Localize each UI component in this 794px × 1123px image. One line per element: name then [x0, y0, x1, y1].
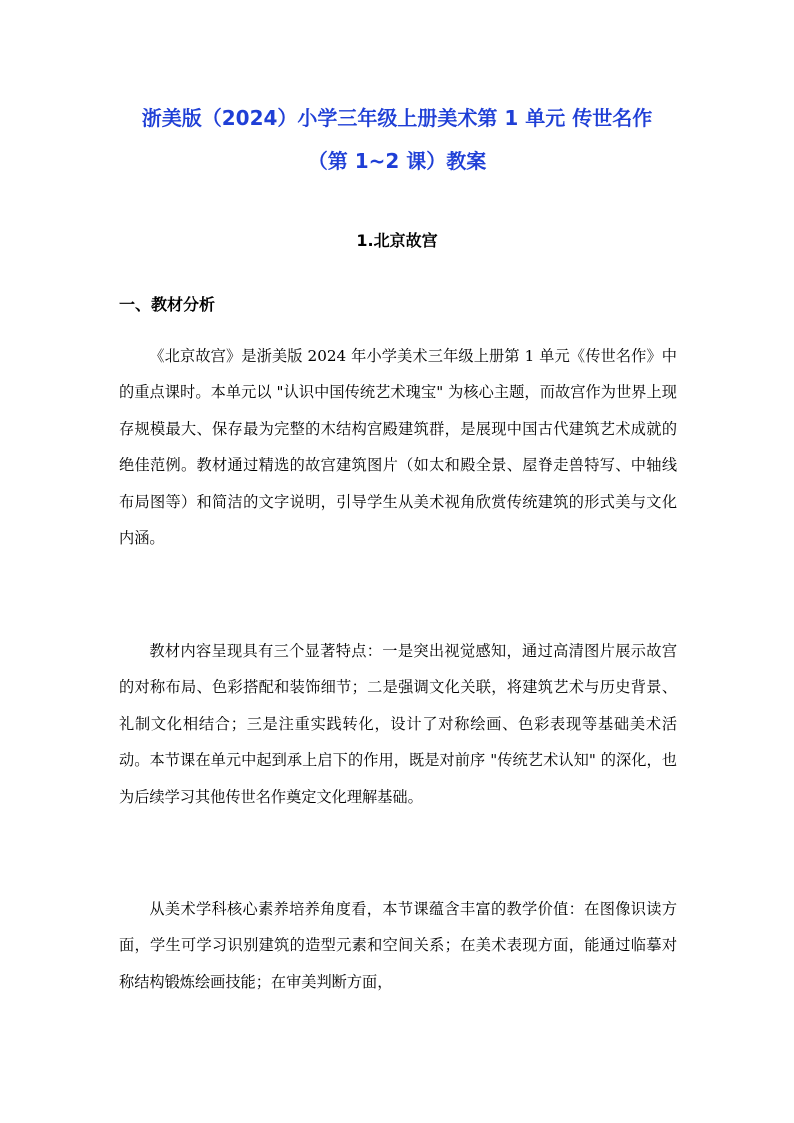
paragraph-core-literacy: 从美术学科核心素养培养角度看，本节课蕴含丰富的教学价值：在图像识读方面，学生可学习识别建筑的造型元素和空间关系；在美术表现方面，能通过临摹对称结构锻炼绘画技能；在审美判断方面，: [119, 900, 677, 991]
section-heading: 一、教材分析: [119, 295, 216, 314]
document-title-line-1: 浙美版（2024）小学三年级上册美术第 1 单元 传世名作: [141, 106, 653, 130]
paragraph-material-features: 教材内容呈现具有三个显著特点：一是突出视觉感知，通过高清图片展示故宫的对称布局、色彩搭配和装饰细节；二是强调文化关联，将建筑艺术与历史背景、礼制文化相结合；三是注重实践转化，设计了对称绘画、色彩表现等基础美术活动。本节课在单元中起到承上启下的作用，既是对前序 "传统艺术认知" 的深化，也为后续学习其他传世名作奠定文化理解基础。: [119, 642, 677, 806]
lesson-heading: 1.北京故宫: [356, 231, 438, 250]
document-title-line-2: （第 1~2 课）教案: [307, 149, 487, 173]
paragraph-material-intro: 《北京故宫》是浙美版 2024 年小学美术三年级上册第 1 单元《传世名作》中的重点课时。本单元以 "认识中国传统艺术瑰宝" 为核心主题，而故宫作为世界上现存规模最大、保存最为完整的木结构宫殿建筑群，是展现中国古代建筑艺术成就的绝佳范例。教材通过精选的故宫建筑图片（如太和殿全景、屋脊走兽特写、中轴线布局图等）和简洁的文字说明，引导学生从美术视角欣赏传统建筑的形式美与文化内涵。: [119, 347, 677, 548]
